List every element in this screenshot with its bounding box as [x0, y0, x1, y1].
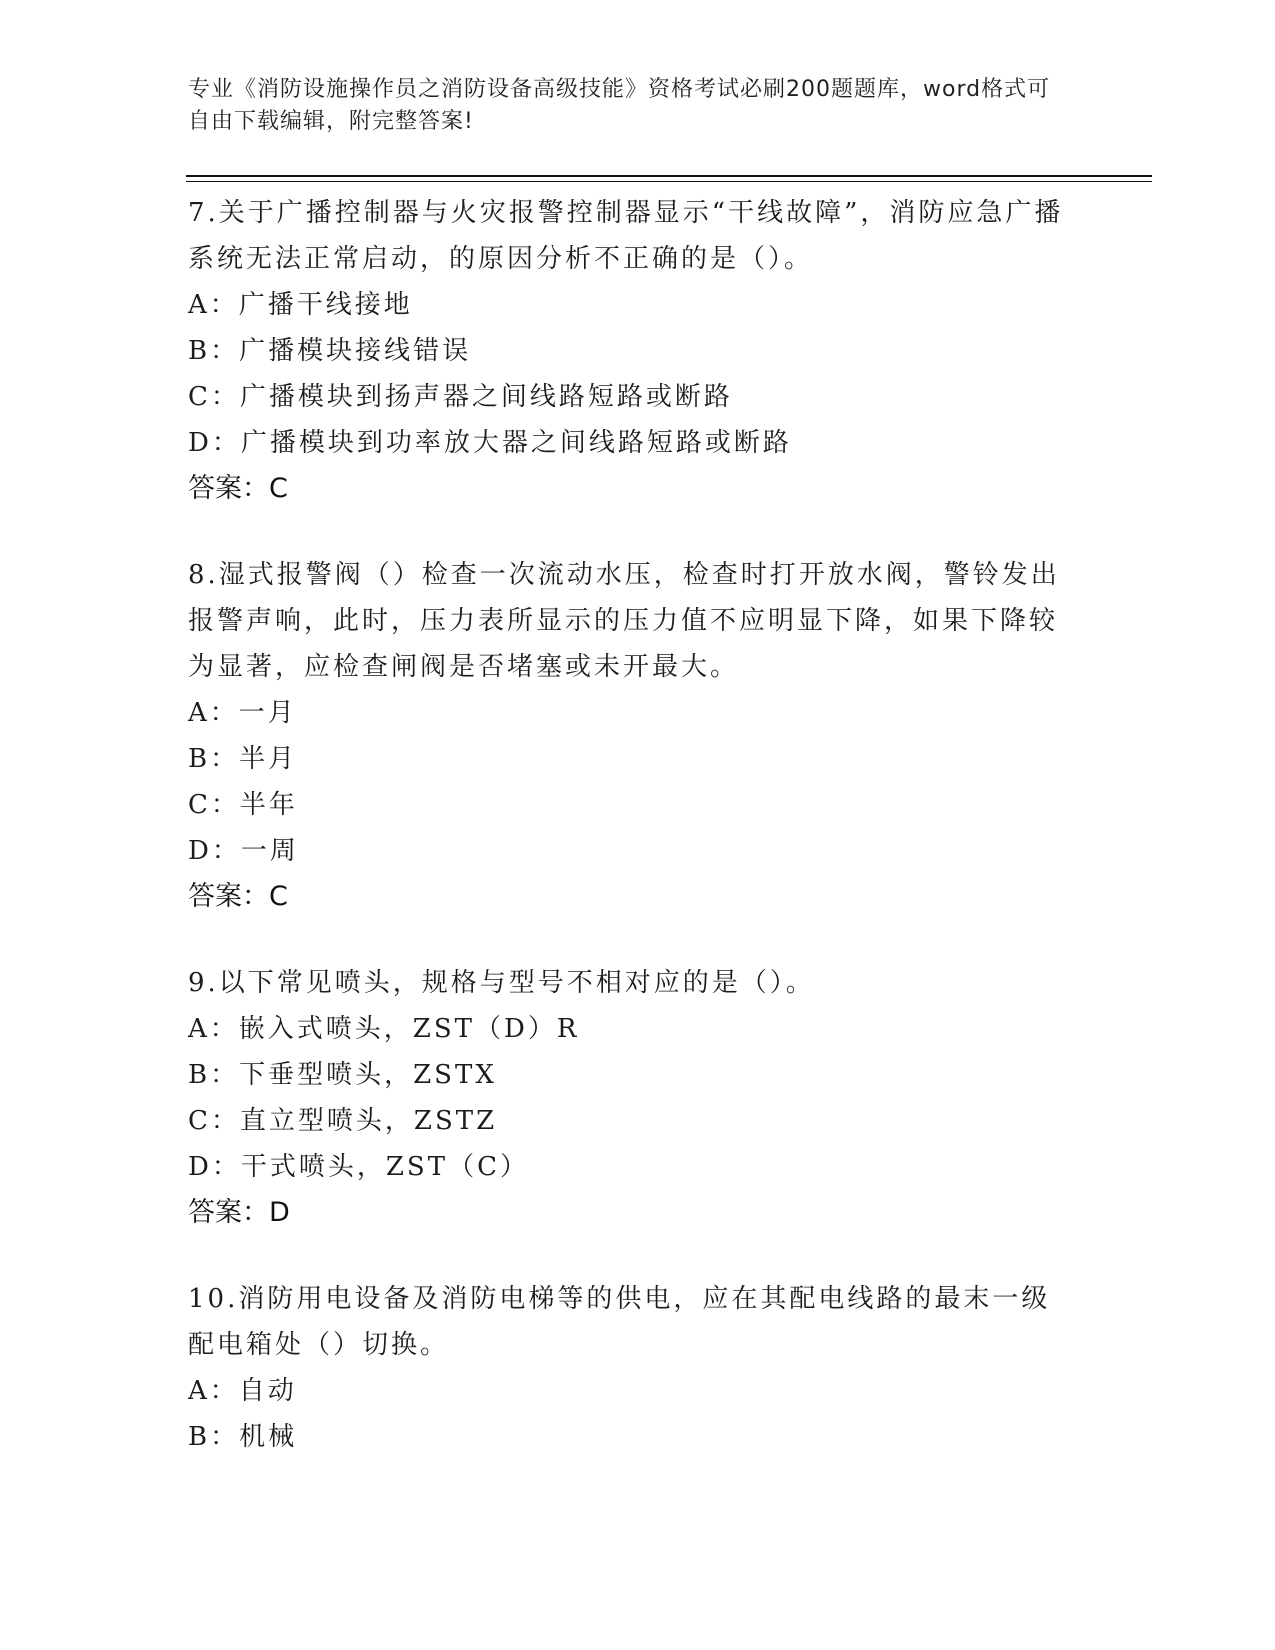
option-a: A：一月 [188, 698, 297, 728]
option-d: D：广播模块到功率放大器之间线路短路或断路 [188, 428, 792, 458]
question-9 [188, 960, 1088, 1236]
question-text: 9.以下常见喷头，规格与型号不相对应的是（）。 [188, 968, 815, 998]
header-divider [186, 175, 1152, 182]
option-c: C：半年 [188, 790, 298, 820]
question-text: 7.关于广播控制器与火灾报警控制器显示“干线故障”，消防应急广播系统无法正常启动，的原因分析不正确的是（）。 [188, 198, 1064, 274]
option-c: C：直立型喷头，ZSTZ [188, 1106, 498, 1136]
option-a: A：自动 [188, 1376, 297, 1406]
question-10 [188, 1276, 1088, 1460]
answer: 答案：D [188, 1197, 290, 1228]
answer: 答案：C [188, 881, 288, 912]
option-a: A：嵌入式喷头，ZST（D）R [188, 1014, 580, 1044]
question-7 [188, 190, 1088, 512]
question-list [188, 190, 1088, 1500]
question-8 [188, 552, 1088, 920]
answer: 答案：C [188, 473, 288, 504]
document-header: 专业《消防设施操作员之消防设备高级技能》资格考试必刷200题题库，word格式可自由下载编辑，附完整答案! [188, 77, 1051, 134]
option-b: B：机械 [188, 1422, 298, 1452]
option-c: C：广播模块到扬声器之间线路短路或断路 [188, 382, 733, 412]
option-a: A：广播干线接地 [188, 290, 413, 320]
option-b: B：半月 [188, 744, 298, 774]
option-b: B：下垂型喷头，ZSTX [188, 1060, 497, 1090]
option-d: D：干式喷头，ZST（C） [188, 1152, 529, 1182]
option-d: D：一周 [188, 836, 299, 866]
option-b: B：广播模块接线错误 [188, 336, 472, 366]
question-text: 10.消防用电设备及消防电梯等的供电，应在其配电线路的最末一级配电箱处（）切换。 [188, 1284, 1051, 1360]
question-text: 8.湿式报警阀（）检查一次流动水压，检查时打开放水阀，警铃发出报警声响，此时，压力表所显示的压力值不应明显下降，如果下降较为显著，应检查闸阀是否堵塞或未开最大。 [188, 560, 1060, 682]
